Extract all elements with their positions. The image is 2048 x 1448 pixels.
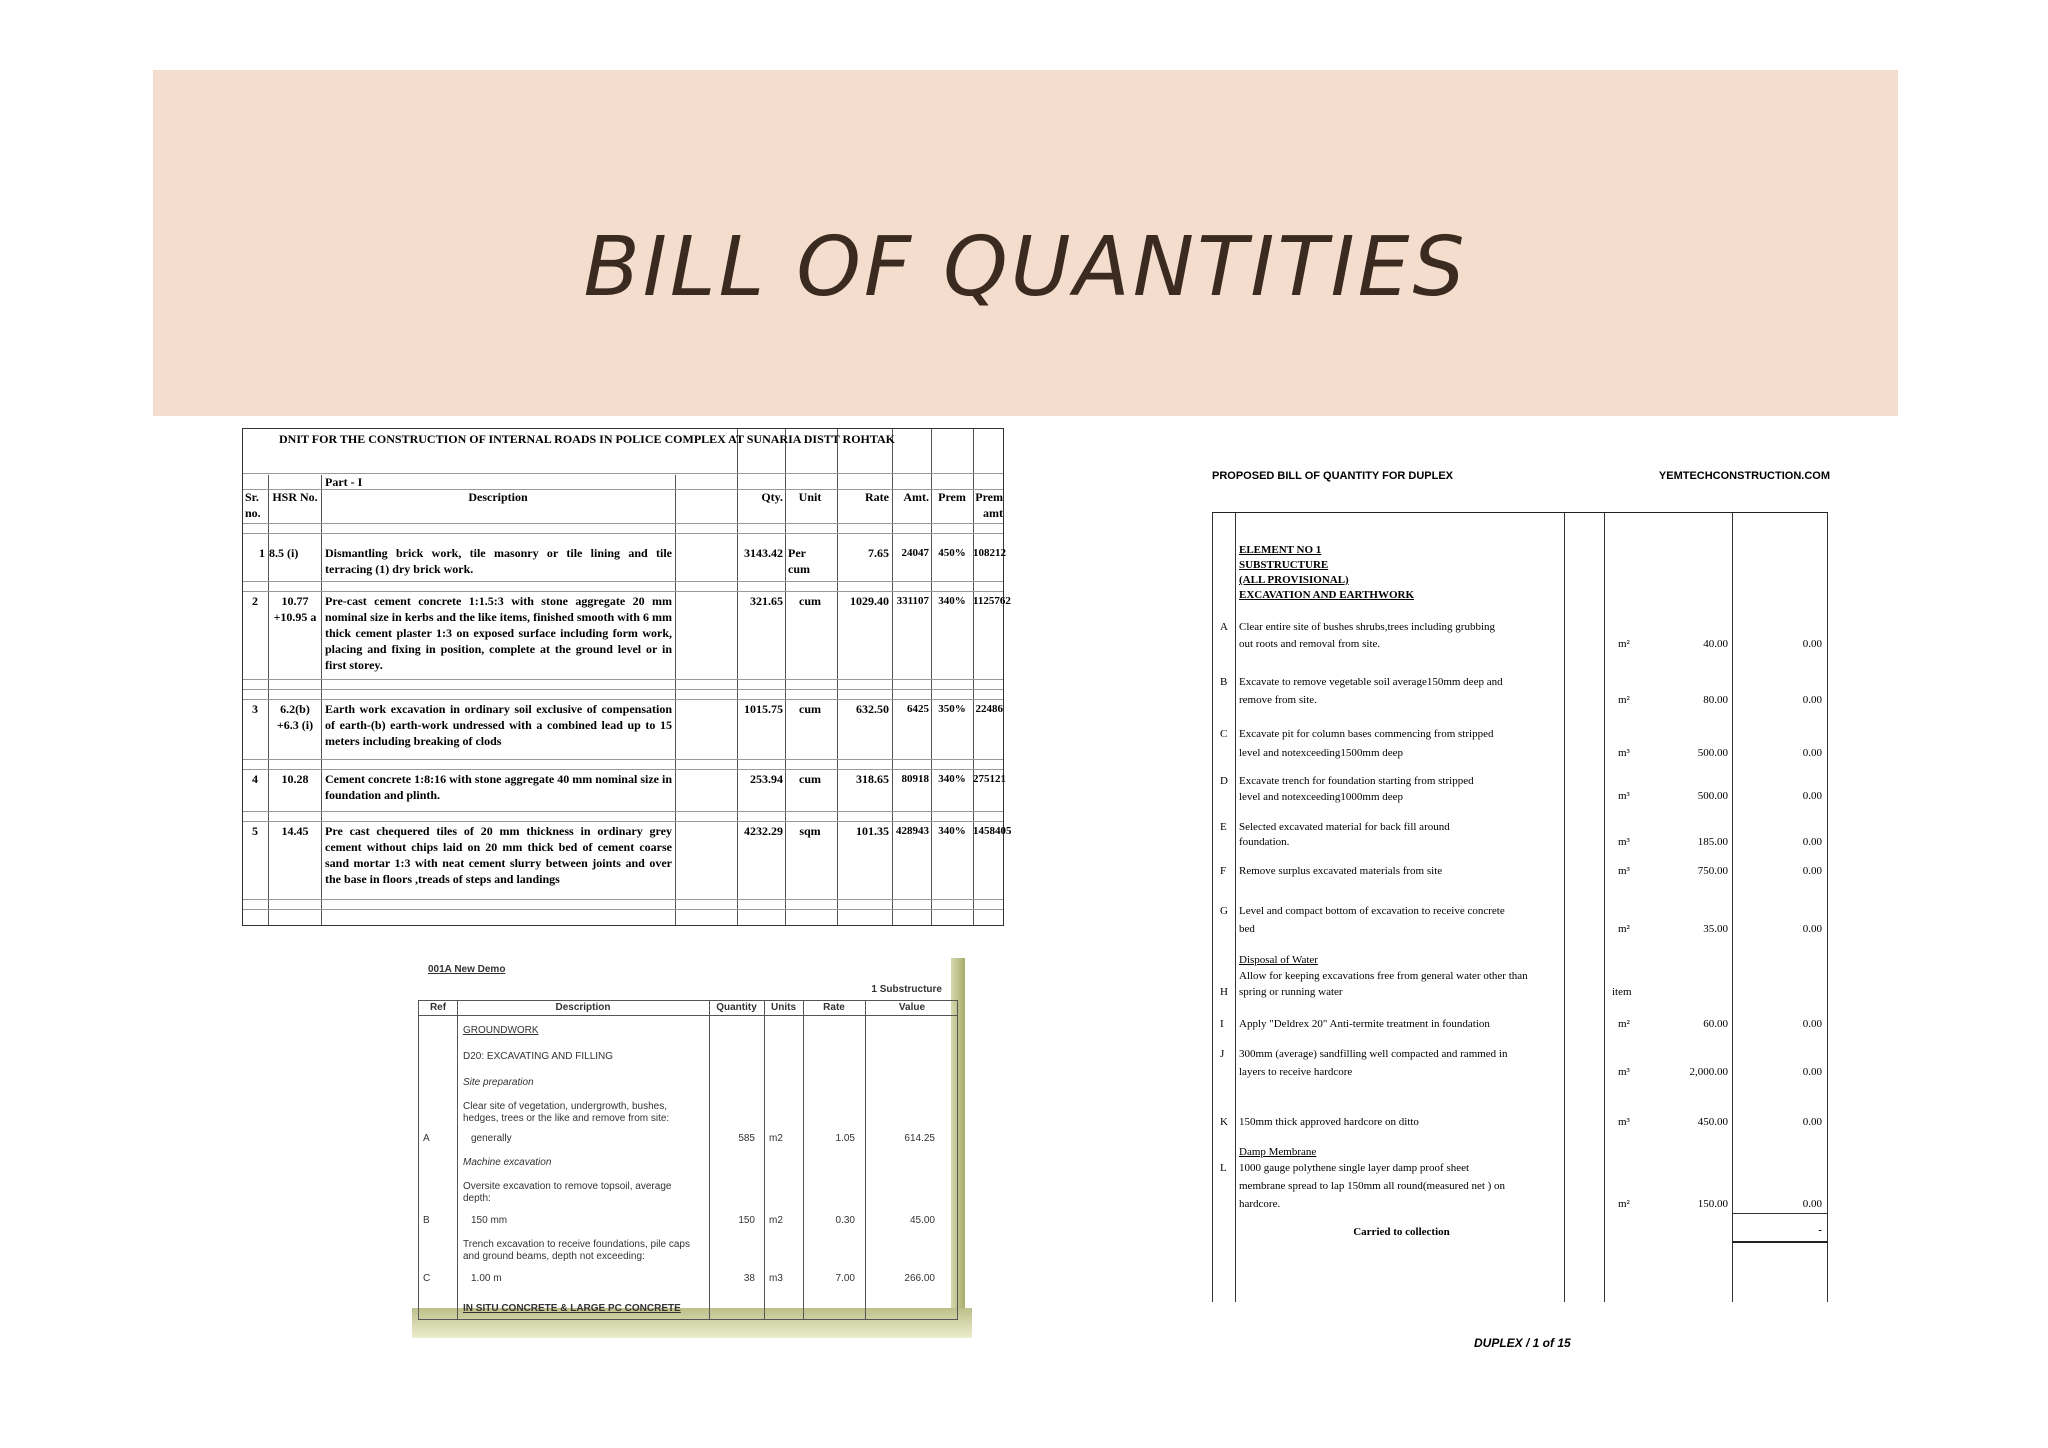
item-b-amt: 0.00 <box>1802 694 1822 706</box>
item-i-qty: 60.00 <box>1703 1018 1728 1030</box>
item-f-amt: 0.00 <box>1802 865 1822 877</box>
item-g-line2: bed <box>1239 923 1255 935</box>
item-f-ref: F <box>1220 865 1227 877</box>
item-d-line1: Excavate trench for foundation starting from stripped <box>1239 775 1474 787</box>
item-d-line2: level and notexceeding1000mm deep <box>1239 791 1404 803</box>
water-heading: Disposal of Water <box>1239 954 1318 966</box>
row-5-sr: 5 <box>252 824 258 838</box>
row-3-qty: 1015.75 <box>744 702 783 716</box>
demo-row-c-qty: 38 <box>743 1273 755 1284</box>
demo-col-desc: Description <box>555 1002 611 1013</box>
row-5-unit: sqm <box>799 824 821 838</box>
page-footer: DUPLEX / 1 of 15 <box>1474 1336 1571 1350</box>
demo-d20: D20: EXCAVATING AND FILLING <box>463 1051 614 1062</box>
row-3-amt: 6425 <box>907 703 929 715</box>
col-prem-amt: Prem amt <box>975 490 1003 520</box>
demo-row-c-unit: m3 <box>769 1273 783 1284</box>
duplex-header-title: PROPOSED BILL OF QUANTITY FOR DUPLEX <box>1212 470 1454 482</box>
row-4-prem: 340% <box>938 773 966 785</box>
item-c-ref: C <box>1220 728 1228 740</box>
item-g-amt: 0.00 <box>1802 923 1822 935</box>
demo-col-ref: Ref <box>429 1002 447 1013</box>
water-line2: spring or running water <box>1239 986 1343 998</box>
row-1-prem-amt: 108212 <box>973 547 1006 559</box>
demo-row-b-ref: B <box>423 1215 430 1226</box>
row-2-unit: cum <box>799 594 821 608</box>
row-4-prem-amt: 275121 <box>973 773 1006 785</box>
damp-ref: L <box>1220 1162 1227 1174</box>
part-label: Part - I <box>325 475 363 489</box>
demo-grid <box>418 1000 958 1320</box>
item-k-ref: K <box>1220 1116 1228 1128</box>
col-sr: Sr. no. <box>245 490 261 520</box>
row-5-hsr: 14.45 <box>281 824 309 838</box>
item-a-line1: Clear entire site of bushes shrubs,trees including grubbing <box>1239 621 1496 633</box>
item-f-qty: 750.00 <box>1697 865 1728 877</box>
item-c-line2: level and notexceeding1500mm deep <box>1239 747 1404 759</box>
table-heading: DNIT FOR THE CONSTRUCTION OF INTERNAL ROADS IN POLICE COMPLEX AT SUNARIA DISTT ROHTAK <box>278 432 895 446</box>
page-title: BILL OF QUANTITIES <box>583 220 1468 315</box>
item-e-qty: 185.00 <box>1697 836 1728 848</box>
item-f-line1: Remove surplus excavated materials from site <box>1239 865 1443 877</box>
item-j-ref: J <box>1220 1048 1225 1060</box>
item-k-qty: 450.00 <box>1697 1116 1728 1128</box>
item-g-line1: Level and compact bottom of excavation to receive concrete <box>1239 905 1505 917</box>
row-1-prem: 450% <box>938 547 966 559</box>
col-qty: Qty. <box>761 490 783 504</box>
item-k-unit: m³ <box>1618 1116 1630 1128</box>
row-4-rate: 318.65 <box>856 772 889 786</box>
demo-row-a-rate: 1.05 <box>835 1133 855 1144</box>
dnit-boq-table <box>242 428 1012 926</box>
demo-row-a-desc: generally <box>471 1133 512 1144</box>
row-3-prem: 350% <box>938 703 966 715</box>
row-2-prem-amt: 1125762 <box>973 595 1011 607</box>
row-3-prem-amt: 22486 <box>975 703 1003 715</box>
row-4-qty: 253.94 <box>750 772 783 786</box>
item-a-ref: A <box>1220 621 1228 633</box>
item-e-unit: m³ <box>1618 836 1630 848</box>
row-3-unit: cum <box>799 702 821 716</box>
row-1-qty: 3143.42 <box>744 546 783 560</box>
carried-to-collection: Carried to collection <box>1353 1226 1450 1238</box>
title-banner <box>153 70 1898 416</box>
row-5-amt: 428943 <box>896 825 929 837</box>
item-j-line1: 300mm (average) sandfilling well compacted and rammed in <box>1239 1048 1508 1060</box>
water-unit: item <box>1612 986 1632 998</box>
item-a-qty: 40.00 <box>1703 638 1728 650</box>
water-ref: H <box>1220 986 1228 998</box>
element-no: ELEMENT NO 1 <box>1239 544 1322 556</box>
item-c-qty: 500.00 <box>1697 747 1728 759</box>
item-e-line2: foundation. <box>1239 836 1290 848</box>
demo-site-prep: Site preparation <box>463 1077 534 1088</box>
item-f-unit: m³ <box>1618 865 1630 877</box>
element-substructure: SUBSTRUCTURE <box>1239 559 1329 571</box>
col-amt: Amt. <box>903 490 929 504</box>
demo-row-a-ref: A <box>423 1133 430 1144</box>
col-hsr: HSR No. <box>272 490 318 504</box>
item-i-unit: m² <box>1618 1018 1630 1030</box>
item-c-line1: Excavate pit for column bases commencing from stripped <box>1239 728 1494 740</box>
item-e-ref: E <box>1220 821 1227 833</box>
demo-row-c-value: 266.00 <box>904 1273 935 1284</box>
demo-row-a-unit: m2 <box>769 1133 783 1144</box>
item-k-amt: 0.00 <box>1802 1116 1822 1128</box>
element-provisional: (ALL PROVISIONAL) <box>1239 574 1349 586</box>
col-unit: Unit <box>798 490 822 504</box>
demo-row-c-desc: 1.00 m <box>471 1273 502 1284</box>
item-i-ref: I <box>1220 1018 1224 1030</box>
damp-line1: 1000 gauge polythene single layer damp proof sheet <box>1239 1162 1470 1174</box>
damp-line2: membrane spread to lap 150mm all round(measured net ) on <box>1239 1180 1506 1192</box>
item-b-line1: Excavate to remove vegetable soil average150mm deep and <box>1239 676 1503 688</box>
demo-trench: Trench excavation to receive foundations, pile caps and ground beams, depth not exceeding: <box>463 1239 690 1262</box>
item-g-unit: m² <box>1618 923 1630 935</box>
item-b-ref: B <box>1220 676 1228 688</box>
demo-col-rate: Rate <box>823 1002 845 1013</box>
row-1-desc: Dismantling brick work, tile masonry or tile lining and tile terracing (1) dry brick work. <box>325 546 672 576</box>
item-a-line2: out roots and removal from site. <box>1239 638 1381 650</box>
row-2-desc: Pre-cast cement concrete 1:1.5:3 with stone aggregate 20 mm nominal size in kerbs and the like items, finished smooth with 6 mm thick cement plaster 1:3 on exposed surface including form work, placing and fixing in position, complete at the ground level or in first storey. <box>325 594 672 672</box>
row-1-sr: 1 <box>259 546 265 560</box>
row-1-unit: Per cum <box>788 546 810 576</box>
damp-heading: Damp Membrane <box>1239 1146 1317 1158</box>
item-c-amt: 0.00 <box>1802 747 1822 759</box>
demo-row-c-rate: 7.00 <box>835 1273 855 1284</box>
demo-col-value: Value <box>898 1002 926 1013</box>
demo-col-units: Units <box>771 1002 796 1013</box>
demo-row-b-desc: 150 mm <box>471 1215 508 1226</box>
col-rate: Rate <box>865 490 889 504</box>
item-d-ref: D <box>1220 775 1228 787</box>
item-e-line1: Selected excavated material for back fill around <box>1239 821 1450 833</box>
demo-insitu: IN SITU CONCRETE & LARGE PC CONCRETE <box>463 1303 681 1314</box>
demo-row-b-rate: 0.30 <box>835 1215 855 1226</box>
item-j-amt: 0.00 <box>1802 1066 1822 1078</box>
demo-row-b-value: 45.00 <box>909 1215 935 1226</box>
item-d-unit: m³ <box>1618 790 1630 802</box>
item-a-unit: m² <box>1618 638 1630 650</box>
row-3-rate: 632.50 <box>856 702 889 716</box>
demo-section: 1 Substructure <box>871 984 942 995</box>
row-2-prem: 340% <box>938 595 966 607</box>
row-4-hsr: 10.28 <box>281 772 309 786</box>
item-d-qty: 500.00 <box>1697 790 1728 802</box>
row-1-hsr: 8.5 (i) <box>269 546 299 560</box>
row-1-amt: 24047 <box>901 547 929 559</box>
duplex-boq-table <box>1212 512 1828 1302</box>
damp-qty: 150.00 <box>1697 1198 1728 1210</box>
demo-row-b-unit: m2 <box>769 1215 783 1226</box>
item-b-qty: 80.00 <box>1703 694 1728 706</box>
row-4-sr: 4 <box>252 772 258 786</box>
demo-machine: Machine excavation <box>463 1157 552 1168</box>
row-3-desc: Earth work excavation in ordinary soil exclusive of compensation of earth-(b) earth-work undressed with a combined lead up to 15 meters including breaking of clods <box>325 702 672 748</box>
demo-boq-sheet <box>412 958 965 1358</box>
row-2-hsr: 10.77 +10.95 a <box>273 594 317 624</box>
item-a-amt: 0.00 <box>1802 638 1822 650</box>
row-5-qty: 4232.29 <box>744 824 783 838</box>
demo-clear: Clear site of vegetation, undergrowth, bushes, hedges, trees or the like and remove from site: <box>463 1101 670 1124</box>
item-k-line1: 150mm thick approved hardcore on ditto <box>1239 1116 1419 1128</box>
item-b-line2: remove from site. <box>1239 694 1317 706</box>
demo-project: 001A New Demo <box>428 964 506 975</box>
item-j-line2: layers to receive hardcore <box>1239 1066 1353 1078</box>
row-3-sr: 3 <box>252 702 258 716</box>
row-5-prem: 340% <box>938 825 966 837</box>
row-1-rate: 7.65 <box>868 546 889 560</box>
demo-groundwork: GROUNDWORK <box>463 1025 539 1036</box>
demo-oversite: Oversite excavation to remove topsoil, average depth: <box>463 1181 672 1204</box>
item-j-unit: m³ <box>1618 1066 1630 1078</box>
damp-unit: m² <box>1618 1198 1630 1210</box>
row-2-amt: 331107 <box>896 595 929 607</box>
item-e-amt: 0.00 <box>1802 836 1822 848</box>
water-line1: Allow for keeping excavations free from general water other than <box>1239 970 1528 982</box>
carried-value: - <box>1818 1224 1822 1236</box>
row-5-prem-amt: 1458405 <box>973 825 1012 837</box>
row-3-hsr: 6.2(b) +6.3 (i) <box>276 702 314 732</box>
demo-col-qty: Quantity <box>716 1002 757 1013</box>
item-j-qty: 2,000.00 <box>1689 1066 1728 1078</box>
item-b-unit: m² <box>1618 694 1630 706</box>
item-g-qty: 35.00 <box>1703 923 1728 935</box>
row-2-rate: 1029.40 <box>850 594 889 608</box>
row-4-desc: Cement concrete 1:8:16 with stone aggregate 40 mm nominal size in foundation and plinth. <box>325 772 672 802</box>
row-2-qty: 321.65 <box>750 594 783 608</box>
damp-amt: 0.00 <box>1802 1198 1822 1210</box>
col-prem: Prem <box>938 490 966 504</box>
element-excavation: EXCAVATION AND EARTHWORK <box>1239 589 1415 601</box>
demo-row-a-value: 614.25 <box>904 1133 935 1144</box>
row-2-sr: 2 <box>252 594 258 608</box>
damp-line3: hardcore. <box>1239 1198 1281 1210</box>
demo-row-c-ref: C <box>423 1273 431 1284</box>
item-i-amt: 0.00 <box>1802 1018 1822 1030</box>
demo-row-b-qty: 150 <box>738 1215 755 1226</box>
item-g-ref: G <box>1220 905 1228 917</box>
row-5-desc: Pre cast chequered tiles of 20 mm thickness in ordinary grey cement without chips laid on 20 mm thick bed of cement coarse sand mortar 1:3 with neat cement slurry between joints and over the base in floors ,treads of steps and landings <box>325 824 672 886</box>
demo-row-a-qty: 585 <box>738 1133 755 1144</box>
item-d-amt: 0.00 <box>1802 790 1822 802</box>
row-4-amt: 80918 <box>901 773 929 785</box>
row-4-unit: cum <box>799 772 821 786</box>
duplex-header-site: YEMTECHCONSTRUCTION.COM <box>1658 470 1830 482</box>
row-5-rate: 101.35 <box>856 824 889 838</box>
item-i-line1: Apply "Deldrex 20" Anti-termite treatment in foundation <box>1239 1018 1490 1030</box>
col-description: Description <box>468 490 528 504</box>
item-c-unit: m³ <box>1618 747 1630 759</box>
